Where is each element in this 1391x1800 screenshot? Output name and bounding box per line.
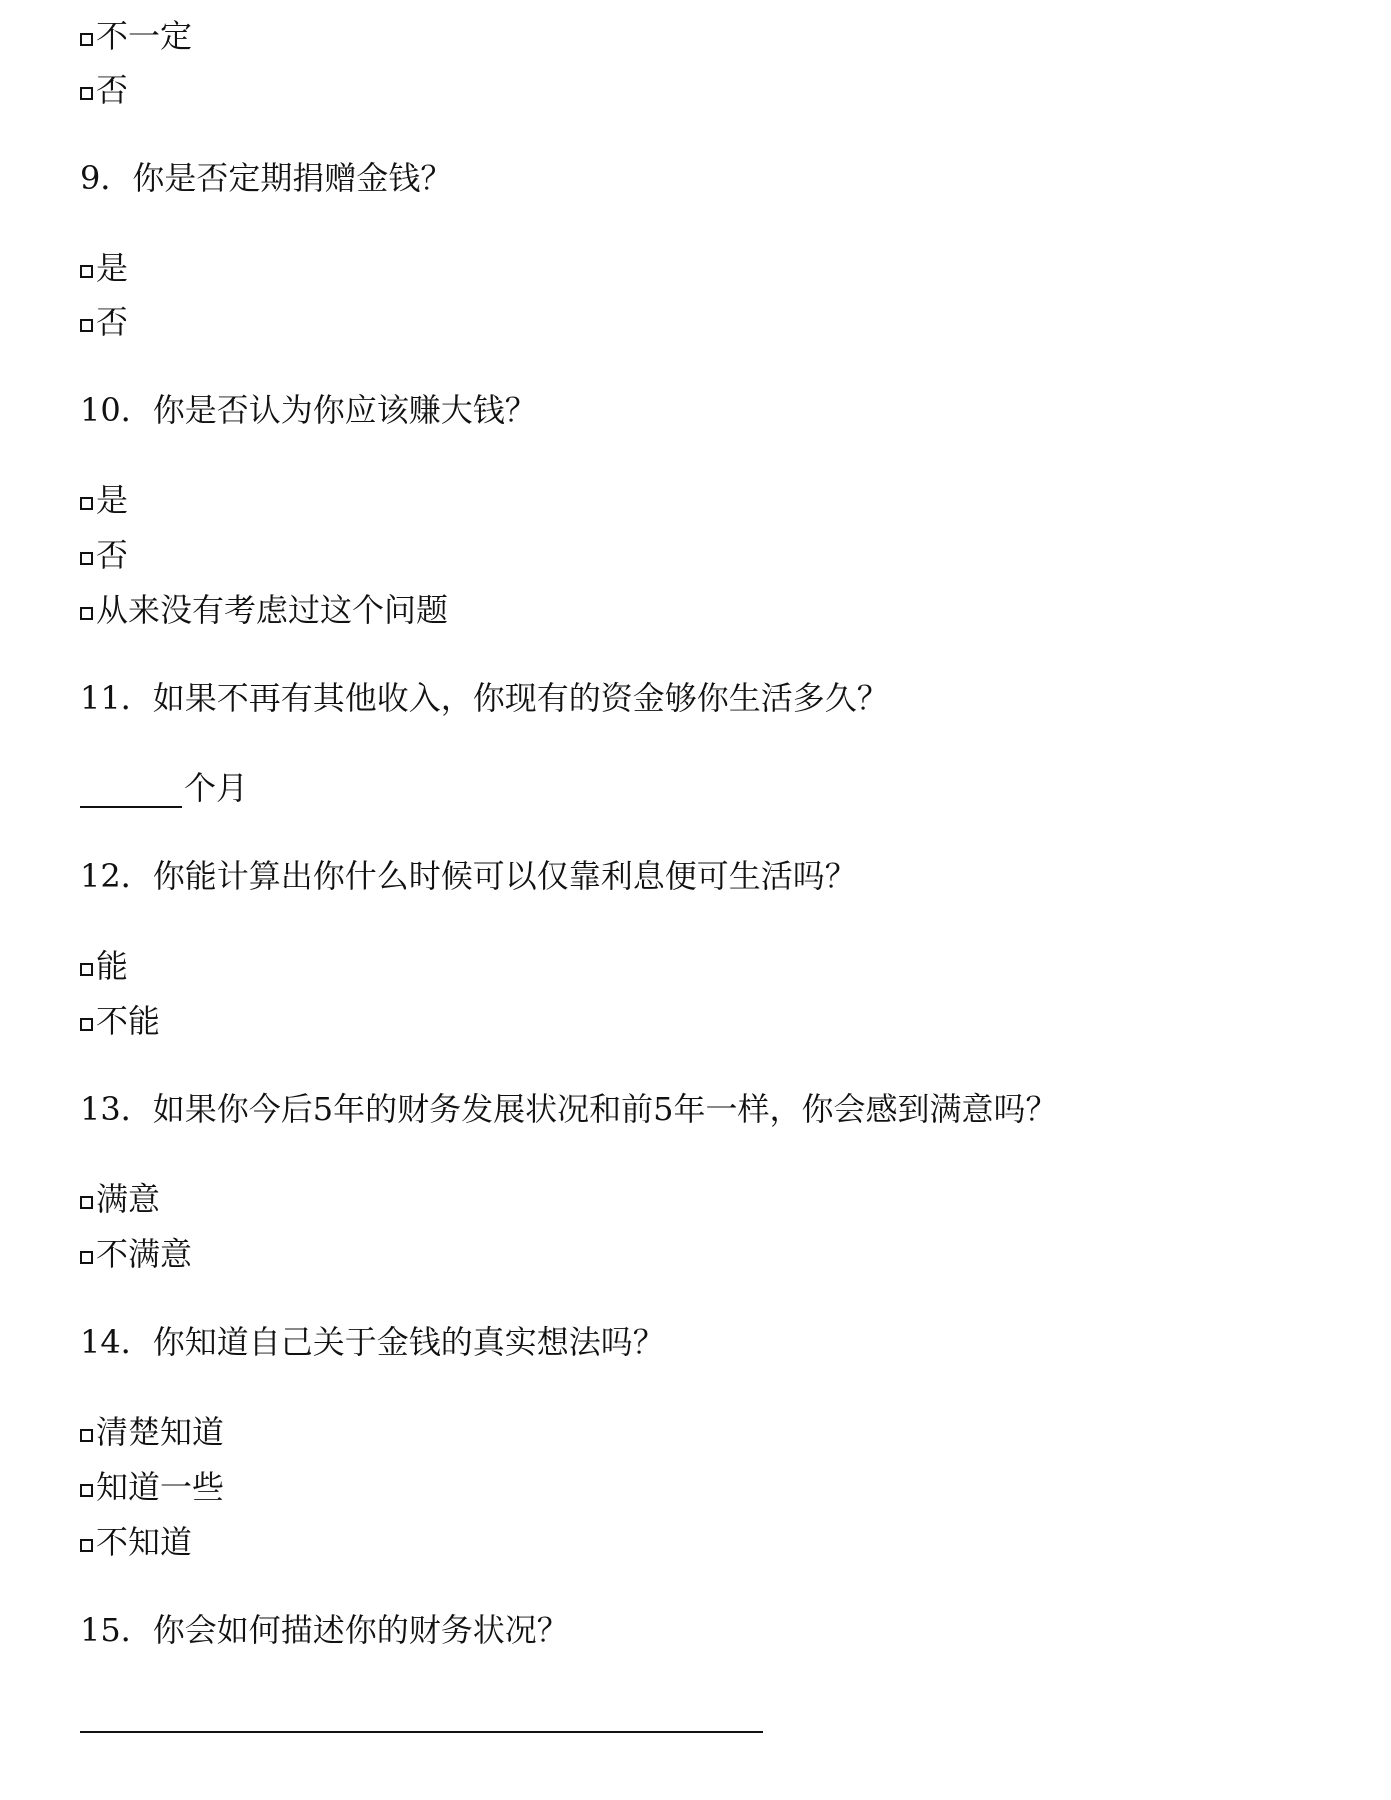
checkbox-icon[interactable] <box>80 33 93 46</box>
q11-answer-field[interactable] <box>80 768 248 808</box>
checkbox-icon[interactable] <box>80 552 93 565</box>
q13-option-unsatisfied[interactable] <box>80 1234 192 1274</box>
q10-option-never-considered[interactable] <box>80 590 448 630</box>
q9-option-yes[interactable] <box>80 248 128 288</box>
question-11: 11．如果不再有其他收入，你现有的资金够你生活多久？ <box>80 679 889 717</box>
q8-option-no[interactable] <box>80 70 128 110</box>
q8-option-not-sure[interactable] <box>80 16 192 56</box>
q12-option-can[interactable] <box>80 946 128 986</box>
option-label: 满意 <box>96 1180 161 1218</box>
q14-option-know-clearly[interactable] <box>80 1412 224 1452</box>
checkbox-icon[interactable] <box>80 1539 93 1552</box>
q10-option-no[interactable] <box>80 535 128 575</box>
q15-answer-line[interactable] <box>80 1731 763 1733</box>
option-label: 否 <box>96 303 129 341</box>
question-15: 15．你会如何描述你的财务状况？ <box>80 1611 569 1649</box>
option-label: 是 <box>96 481 129 519</box>
question-14: 14．你知道自己关于金钱的真实想法吗？ <box>80 1323 665 1361</box>
checkbox-icon[interactable] <box>80 1484 93 1497</box>
option-label: 清楚知道 <box>96 1413 225 1451</box>
checkbox-icon[interactable] <box>80 1251 93 1264</box>
option-label: 是 <box>96 249 129 287</box>
checkbox-icon[interactable] <box>80 1018 93 1031</box>
question-9: 9．你是否定期捐赠金钱？ <box>80 159 453 197</box>
question-12: 12．你能计算出你什么时候可以仅靠利息便可生活吗？ <box>80 857 857 895</box>
option-label: 不知道 <box>96 1523 193 1561</box>
checkbox-icon[interactable] <box>80 607 93 620</box>
q12-option-cannot[interactable] <box>80 1001 160 1041</box>
q14-option-dont-know[interactable] <box>80 1522 192 1562</box>
questionnaire-page <box>80 0 1310 1800</box>
option-label: 从来没有考虑过这个问题 <box>96 591 449 629</box>
question-13: 13．如果你今后5年的财务发展状况和前5年一样，你会感到满意吗？ <box>80 1090 1058 1128</box>
option-label: 否 <box>96 536 129 574</box>
months-unit-label: 个月 <box>184 769 249 807</box>
option-label: 不一定 <box>96 17 193 55</box>
question-10: 10．你是否认为你应该赚大钱？ <box>80 391 537 429</box>
q9-option-no[interactable] <box>80 302 128 342</box>
checkbox-icon[interactable] <box>80 265 93 278</box>
checkbox-icon[interactable] <box>80 1429 93 1442</box>
option-label: 能 <box>96 947 129 985</box>
months-input-line[interactable] <box>80 776 182 808</box>
option-label: 否 <box>96 71 129 109</box>
checkbox-icon[interactable] <box>80 87 93 100</box>
checkbox-icon[interactable] <box>80 497 93 510</box>
option-label: 知道一些 <box>96 1468 225 1506</box>
option-label: 不能 <box>96 1002 161 1040</box>
q13-option-satisfied[interactable] <box>80 1179 160 1219</box>
checkbox-icon[interactable] <box>80 963 93 976</box>
checkbox-icon[interactable] <box>80 319 93 332</box>
checkbox-icon[interactable] <box>80 1196 93 1209</box>
option-label: 不满意 <box>96 1235 193 1273</box>
q14-option-know-some[interactable] <box>80 1467 224 1507</box>
q10-option-yes[interactable] <box>80 480 128 520</box>
